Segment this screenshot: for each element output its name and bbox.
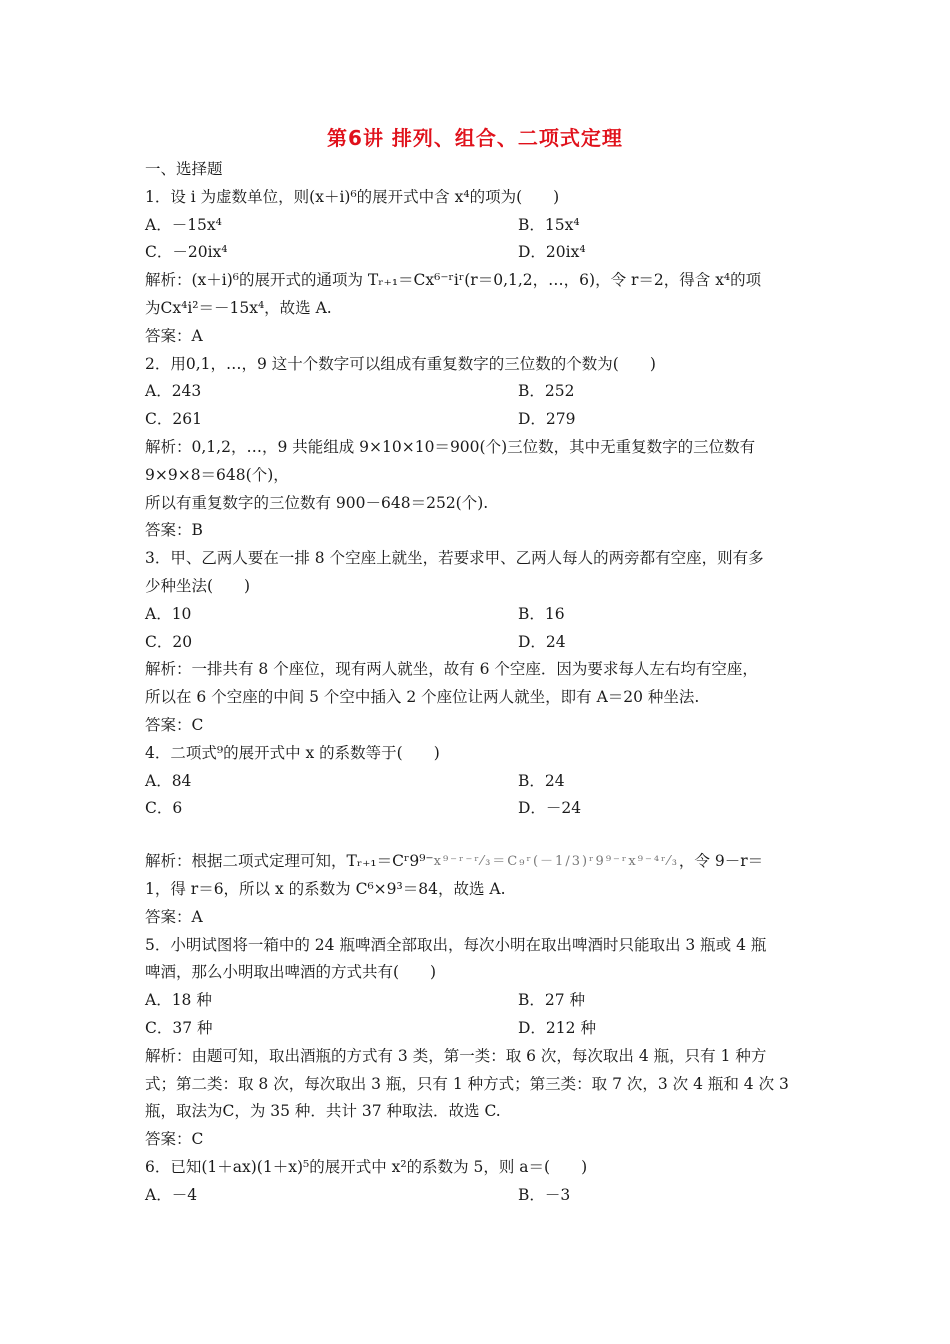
option-c: C．37 种 bbox=[145, 1018, 213, 1037]
question-3-options-row-2 bbox=[145, 629, 810, 657]
option-b: B．24 bbox=[518, 771, 565, 790]
question-5-stem: 啤酒，那么小明取出啤酒的方式共有( ) bbox=[145, 963, 437, 982]
answer-text: 答案：A bbox=[145, 907, 203, 926]
question-6-options-row-1 bbox=[145, 1182, 810, 1210]
section-heading: 一、选择题 bbox=[145, 160, 223, 178]
answer-text: 答案：A bbox=[145, 326, 203, 345]
option-d: D．24 bbox=[518, 632, 566, 651]
formula-image: x⁹⁻ʳ⁻ʳ⁄₃＝C₉ʳ(－1/3)ʳ9⁹⁻ʳx⁹⁻⁴ʳ⁄₃ bbox=[433, 854, 679, 870]
question-5-options-row-1 bbox=[145, 987, 810, 1015]
question-1-stem: 1．设 i 为虚数单位，则(x＋i)⁶的展开式中含 x⁴的项为( ) bbox=[145, 187, 560, 206]
option-d: D．279 bbox=[518, 410, 576, 429]
option-b: B．27 种 bbox=[518, 991, 586, 1010]
question-4-options-row-2 bbox=[145, 795, 810, 823]
option-d: D．－24 bbox=[518, 799, 582, 818]
answer-text: 答案：B bbox=[145, 521, 203, 540]
question-1-options-row-1 bbox=[145, 212, 810, 240]
option-a: A．84 bbox=[145, 771, 192, 790]
question-4-stem: 4．二项式⁹的展开式中 x 的系数等于( ) bbox=[145, 743, 440, 762]
solution-text: 解析：0,1,2，…，9 共能组成 9×10×10＝900(个)三位数，其中无重复数字的三位数有 bbox=[145, 437, 756, 456]
question-5-stem: 5．小明试图将一箱中的 24 瓶啤酒全部取出，每次小明在取出啤酒时只能取出 3 瓶或 4 瓶 bbox=[145, 935, 767, 954]
solution-text: 解析：(x＋i)⁶的展开式的通项为 Tᵣ₊₁＝Cx⁶⁻ʳiʳ(r＝0,1,2，…，6)，令 r＝2，得含 x⁴的项 bbox=[145, 271, 762, 290]
option-b: B．16 bbox=[518, 604, 565, 623]
solution-text bbox=[145, 848, 810, 876]
solution-lead: 解析：根据二项式定理可知，Tᵣ₊₁＝Cʳ9⁹⁻ bbox=[145, 852, 434, 871]
solution-text: 式；第二类：取 8 次，每次取出 3 瓶，只有 1 种方式；第三类：取 7 次，3 次 4 瓶和 4 次 3 bbox=[145, 1074, 789, 1093]
option-a: A．－4 bbox=[145, 1185, 198, 1204]
solution-text: 解析：由题可知，取出酒瓶的方式有 3 类，第一类：取 6 次，每次取出 4 瓶，只有 1 种方 bbox=[145, 1046, 767, 1065]
option-a: A．18 种 bbox=[145, 991, 212, 1010]
option-c: C．20 bbox=[145, 632, 193, 651]
question-6-stem: 6．已知(1＋ax)(1＋x)⁵的展开式中 x²的系数为 5，则 a＝( ) bbox=[145, 1157, 588, 1176]
question-1-options-row-2 bbox=[145, 239, 810, 267]
solution-text: 所以有重复数字的三位数有 900－648＝252(个). bbox=[145, 493, 489, 512]
question-2-options-row-1 bbox=[145, 378, 810, 406]
option-a: A．243 bbox=[145, 382, 202, 401]
option-d: D．212 种 bbox=[518, 1018, 596, 1037]
question-5-options-row-2 bbox=[145, 1015, 810, 1043]
page-title: 第6讲 排列、组合、二项式定理 bbox=[327, 126, 623, 150]
solution-text: 1，得 r＝6，所以 x 的系数为 C⁶×9³＝84，故选 A. bbox=[145, 879, 506, 898]
option-a: A．－15x⁴ bbox=[145, 215, 222, 234]
solution-tail: ，令 9－r＝ bbox=[678, 852, 764, 871]
spacer bbox=[145, 823, 810, 848]
question-4-options-row-1 bbox=[145, 768, 810, 796]
question-3-stem: 少种坐法( ) bbox=[145, 576, 251, 595]
question-3-options-row-1 bbox=[145, 601, 810, 629]
option-a: A．10 bbox=[145, 604, 192, 623]
option-d: D．20ix⁴ bbox=[518, 243, 586, 262]
option-b: B．252 bbox=[518, 382, 575, 401]
solution-text: 解析：一排共有 8 个座位，现有两人就坐，故有 6 个空座．因为要求每人左右均有空座， bbox=[145, 660, 758, 679]
document-body bbox=[145, 156, 810, 1209]
solution-text: 9×9×8＝648(个)， bbox=[145, 465, 289, 484]
option-c: C．－20ix⁴ bbox=[145, 243, 228, 262]
option-b: B．15x⁴ bbox=[518, 215, 580, 234]
question-2-stem: 2．用0,1，…，9 这十个数字可以组成有重复数字的三位数的个数为( ) bbox=[145, 354, 656, 373]
question-3-stem: 3．甲、乙两人要在一排 8 个空座上就坐，若要求甲、乙两人每人的两旁都有空座，则有多 bbox=[145, 549, 764, 568]
answer-text: 答案：C bbox=[145, 1130, 204, 1149]
solution-text: 瓶，取法为C，为 35 种．共计 37 种取法．故选 C. bbox=[145, 1102, 501, 1121]
answer-text: 答案：C bbox=[145, 715, 204, 734]
question-2-options-row-2 bbox=[145, 406, 810, 434]
solution-text: 为Cx⁴i²＝－15x⁴，故选 A. bbox=[145, 298, 332, 317]
option-b: B．－3 bbox=[518, 1185, 571, 1204]
solution-text: 所以在 6 个空座的中间 5 个空中插入 2 个座位让两人就坐，即有 A＝20 种坐法. bbox=[145, 688, 700, 707]
option-c: C．6 bbox=[145, 799, 183, 818]
option-c: C．261 bbox=[145, 410, 202, 429]
